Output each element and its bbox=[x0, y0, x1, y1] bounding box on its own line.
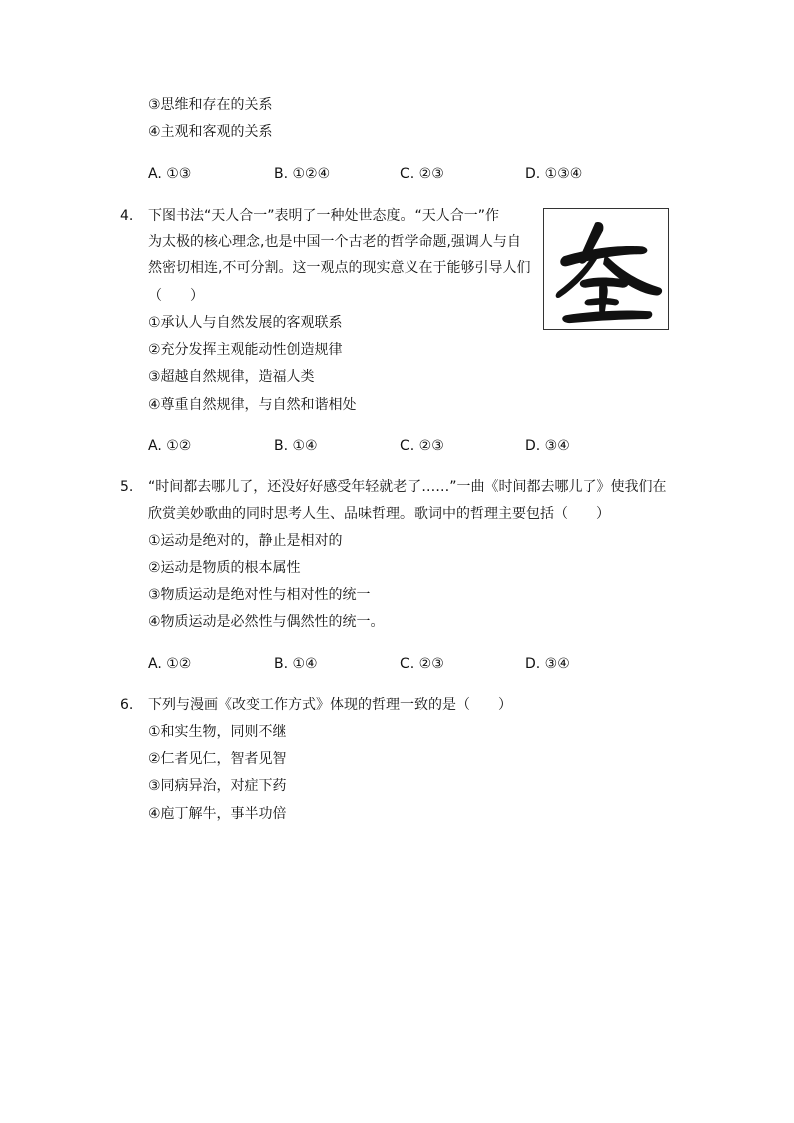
q5-item-1: ①运动是绝对的，静止是相对的 bbox=[148, 533, 343, 549]
q5-option-c: C. ②③ bbox=[400, 656, 444, 672]
q6-stem-line-1: 下列与漫画《改变工作方式》体现的哲理一致的是（ ） bbox=[148, 697, 512, 713]
q5-option-b: B. ①④ bbox=[274, 656, 318, 672]
q5-stem-line-2: 欣赏美妙歌曲的同时思考人生、品味哲理。歌词中的哲理主要包括（ ） bbox=[148, 506, 610, 522]
q5-item-4: ④物质运动是必然性与偶然性的统一。 bbox=[148, 614, 385, 630]
q4-item-1: ①承认人与自然发展的客观联系 bbox=[148, 315, 343, 331]
q4-item-4: ④尊重自然规律，与自然和谐相处 bbox=[148, 397, 357, 413]
q4-item-3: ③超越自然规律，造福人类 bbox=[148, 369, 315, 385]
q4-stem-line-2: 为太极的核心理念,也是中国一个古老的哲学命题,强调人与自 bbox=[148, 234, 521, 250]
q5-stem-line-1: “时间都去哪儿了，还没好好感受年轻就老了……”一曲《时间都去哪儿了》使我们在 bbox=[148, 479, 667, 495]
q3-option-b: B. ①②④ bbox=[274, 166, 331, 182]
q4-stem-line-1: 下图书法“天人合一”表明了一种处世态度。“天人合一”作 bbox=[148, 208, 500, 224]
q4-answer-blank: （ ） bbox=[148, 288, 204, 304]
q3-option-d: D. ①③④ bbox=[525, 166, 583, 182]
calligraphy-image bbox=[543, 208, 669, 330]
q3-item-3: ③思维和存在的关系 bbox=[148, 97, 273, 113]
q5-option-d: D. ③④ bbox=[525, 656, 570, 672]
q4-number: 4. bbox=[120, 208, 134, 224]
q3-option-a: A. ①③ bbox=[148, 166, 192, 182]
calligraphy-character-glyph bbox=[544, 209, 668, 329]
q4-option-d: D. ③④ bbox=[525, 438, 570, 454]
q6-item-2: ②仁者见仁，智者见智 bbox=[148, 751, 287, 767]
q6-item-4: ④庖丁解牛，事半功倍 bbox=[148, 806, 287, 822]
q5-option-a: A. ①② bbox=[148, 656, 192, 672]
q5-number: 5. bbox=[120, 479, 134, 495]
q3-item-4: ④主观和客观的关系 bbox=[148, 124, 273, 140]
q4-option-a: A. ①② bbox=[148, 438, 192, 454]
q4-item-2: ②充分发挥主观能动性创造规律 bbox=[148, 342, 343, 358]
q6-number: 6. bbox=[120, 697, 134, 713]
q3-option-c: C. ②③ bbox=[400, 166, 444, 182]
q4-option-c: C. ②③ bbox=[400, 438, 444, 454]
q6-item-3: ③同病异治，对症下药 bbox=[148, 778, 287, 794]
q5-item-2: ②运动是物质的根本属性 bbox=[148, 560, 301, 576]
q5-item-3: ③物质运动是绝对性与相对性的统一 bbox=[148, 587, 371, 603]
q4-option-b: B. ①④ bbox=[274, 438, 318, 454]
q4-stem-line-3: 然密切相连,不可分割。这一观点的现实意义在于能够引导人们 bbox=[148, 260, 531, 276]
q6-item-1: ①和实生物，同则不继 bbox=[148, 724, 287, 740]
